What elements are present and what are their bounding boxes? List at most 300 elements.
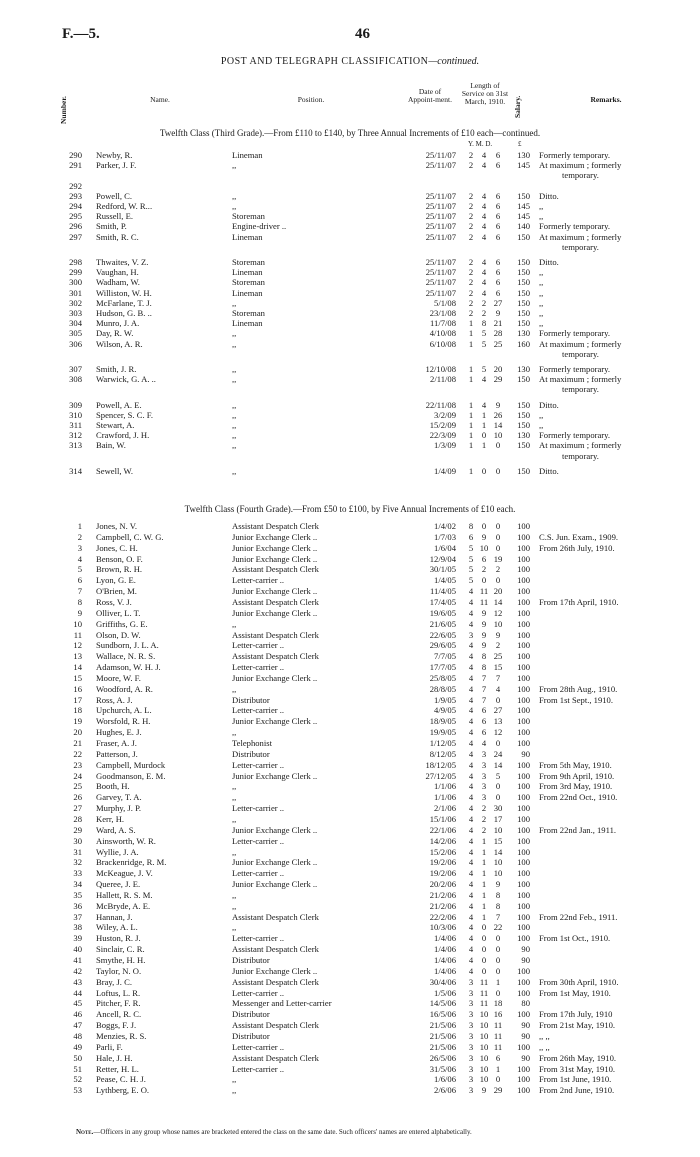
row-years: 2 [468,150,474,160]
row-date: 16/5/06 [429,1009,456,1020]
row-months: 2 [481,813,487,824]
row-days: 12 [493,727,503,738]
row-years: 1 [468,338,474,349]
row-date: 25/11/07 [425,287,456,298]
row-months: 10 [479,1030,489,1041]
row-number: 40 [73,944,82,955]
row-years: 1 [468,465,474,476]
table-row [0,440,700,450]
row-number: 26 [73,792,82,803]
table-row [0,298,700,308]
column-headers [0,82,700,124]
row-position: Lineman [232,150,263,160]
row-date: 25/11/07 [425,150,456,160]
row-name: Munro, J. A. [96,318,140,329]
row-name: Pitcher, F. R. [96,998,141,1009]
table-row [0,771,700,781]
row-remarks: From 17th July, 1910 [539,1009,613,1020]
row-years: 3 [468,998,474,1009]
row-days: 14 [493,759,503,770]
row-name: Ross, V. J. [96,596,132,607]
row-months: 6 [481,553,487,564]
table-row [0,727,700,737]
row-number: 9 [77,607,82,618]
row-position: Junior Exchange Clerk .. [232,879,318,890]
col-date: Date of Appoint-ment. [408,87,452,104]
row-number: 305 [69,328,82,339]
row-name: Benson, O. F. [96,553,143,564]
row-salary: 150 [517,308,530,318]
row-years: 4 [468,596,474,607]
row-date: 25/8/05 [429,672,456,683]
row-years: 2 [468,211,474,222]
row-remarks: From 2nd June, 1910. [539,1085,615,1096]
row-months: 1 [481,889,487,900]
row-years: 4 [468,911,474,922]
row-number: 28 [73,813,82,824]
row-salary: 100 [517,727,530,738]
row-number: 34 [73,879,82,890]
row-name: Queree, J. E. [96,879,141,890]
row-remarks-cont: temporary. [562,450,599,461]
row-days: 14 [493,420,503,430]
row-name: Ancell, R. C. [96,1009,142,1020]
row-date: 4/10/08 [429,328,456,339]
row-position: Junior Exchange Clerk .. [232,770,318,781]
row-date: 15/2/09 [429,420,456,430]
row-days: 9 [495,629,501,640]
row-months: 6 [481,727,487,738]
table-row [0,191,700,201]
table-row [0,933,700,943]
row-months: 2 [481,564,487,575]
row-years: 4 [468,955,474,965]
row-salary: 100 [517,640,530,651]
row-days: 28 [493,328,503,339]
row-months: 3 [481,759,487,770]
row-years: 4 [468,618,474,629]
row-years: 4 [468,933,474,944]
row-number: 50 [73,1052,82,1063]
row-position: Distributor [232,748,270,759]
row-position: Junior Exchange Clerk .. [232,672,318,683]
table-row [0,543,700,553]
footnote [76,1128,472,1136]
row-name: Bain, W. [96,440,126,451]
row-days: 0 [495,465,501,476]
row-days: 0 [495,781,501,792]
row-number: 45 [73,998,82,1009]
row-years: 4 [468,803,474,814]
table-row [0,564,700,574]
row-months: 9 [481,607,487,618]
row-remarks: At maximum ; formerly [539,231,622,242]
row-days: 11 [493,1030,503,1041]
row-remarks: ,, ,, [539,1041,550,1052]
row-date: 14/5/06 [429,998,456,1009]
row-name: Brown, R. H. [96,564,143,575]
row-days: 27 [493,705,503,716]
row-salary: 100 [517,889,530,900]
row-months: 3 [481,770,487,781]
row-position: Lineman [232,318,263,329]
row-position: ,, [232,683,237,694]
col-remarks: Remarks. [590,95,622,104]
row-name: Jones, C. H. [96,542,138,553]
table-row [0,575,700,585]
row-name: Jones, N. V. [96,521,137,531]
row-months: 1 [481,420,487,430]
row-years: 4 [468,922,474,933]
row-years: 4 [468,683,474,694]
row-salary: 100 [517,738,530,748]
row-months: 4 [481,221,487,232]
row-years: 1 [468,440,474,451]
row-date: 27/12/05 [425,770,456,781]
row-number: 5 [77,564,82,575]
row-number: 32 [73,857,82,868]
row-date: 19/9/05 [429,727,456,738]
row-remarks: ,, [539,201,544,211]
row-days: 12 [493,607,503,618]
row-months: 8 [481,651,487,662]
row-months: 9 [481,640,487,651]
row-years: 3 [468,1063,474,1074]
row-position: Storeman [232,277,265,288]
row-days: 0 [495,965,501,976]
table-row [0,232,700,242]
row-months: 0 [481,955,487,965]
row-number: 47 [73,1020,82,1031]
row-name: Olliver, L. T. [96,607,141,618]
row-years: 8 [468,521,474,531]
row-position: Telephonist [232,738,272,748]
row-months: 10 [479,1052,489,1063]
row-salary: 100 [517,531,530,542]
row-years: 1 [468,420,474,430]
row-salary: 130 [517,328,530,339]
row-salary: 145 [517,160,530,171]
row-position: ,, [232,328,237,339]
row-months: 10 [479,1009,489,1020]
table-row [0,521,700,531]
row-days: 0 [495,987,501,998]
row-salary: 100 [517,976,530,987]
row-date: 1/4/02 [434,521,456,531]
row-date: 21/5/06 [429,1020,456,1031]
row-salary: 100 [517,933,530,944]
row-position: Storeman [232,308,265,318]
row-position: Assistant Despatch Clerk [232,911,319,922]
row-date: 30/4/06 [429,976,456,987]
row-number: 39 [73,933,82,944]
row-date: 10/3/06 [429,922,456,933]
row-date: 1/1/06 [434,781,456,792]
row-remarks: ,, [539,287,544,298]
row-salary: 140 [517,221,530,232]
row-number: 15 [73,672,82,683]
row-number: 43 [73,976,82,987]
row-position: ,, [232,813,237,824]
table-row [0,532,700,542]
row-position: Junior Exchange Clerk .. [232,586,318,597]
col-name: Name. [150,95,170,104]
row-position: Assistant Despatch Clerk [232,564,319,575]
row-number: 48 [73,1030,82,1041]
row-salary: 100 [517,542,530,553]
table-row [0,705,700,715]
row-years: 4 [468,900,474,911]
row-date: 4/9/05 [434,705,456,716]
row-name: Taylor, N. O. [96,965,142,976]
table-row [0,890,700,900]
row-remarks: From 1st June, 1910. [539,1074,612,1085]
row-remarks: ,, [539,420,544,430]
row-years: 4 [468,672,474,683]
row-days: 0 [495,531,501,542]
row-salary: 90 [521,1030,530,1041]
row-date: 19/2/06 [429,868,456,879]
row-days: 16 [493,1009,503,1020]
table-row [0,857,700,867]
table-row [0,630,700,640]
row-position: Distributor [232,955,270,965]
row-days: 6 [495,277,501,288]
table-row [0,181,700,191]
row-name: Fraser, A. J. [96,738,137,748]
row-number: 42 [73,965,82,976]
row-days: 6 [495,287,501,298]
row-number: 41 [73,955,82,965]
row-date: 22/11/08 [425,399,456,410]
row-position: ,, [232,727,237,738]
row-days: 1 [495,976,501,987]
row-date: 18/9/05 [429,716,456,727]
row-number: 7 [77,586,82,597]
row-years: 2 [468,267,474,278]
row-number: 299 [69,267,82,278]
row-salary: 100 [517,835,530,846]
row-days: 27 [493,297,503,308]
col-salary: Salary. [513,95,522,118]
row-years: 1 [468,374,474,385]
row-remarks: ,, [539,297,544,308]
row-position: Letter-carrier .. [232,987,285,998]
row-years: 4 [468,813,474,824]
row-months: 11 [479,976,489,987]
row-position: ,, [232,889,237,900]
row-months: 4 [481,257,487,267]
row-date: 1/4/09 [434,465,456,476]
row-days: 29 [493,1085,503,1096]
row-date: 22/6/05 [429,629,456,640]
row-months: 4 [481,150,487,160]
row-number: 25 [73,781,82,792]
row-position: ,, [232,792,237,803]
row-position: Assistant Despatch Clerk [232,1052,319,1063]
row-number: 296 [69,221,82,232]
row-number: 49 [73,1041,82,1052]
row-date: 20/2/06 [429,879,456,890]
row-salary: 150 [517,190,530,201]
row-salary: 100 [517,965,530,976]
row-salary: 150 [517,399,530,410]
row-salary: 130 [517,430,530,441]
row-number: 308 [69,374,82,385]
row-name: Newby, R. [96,150,133,160]
row-name: Pease, C. H. J. [96,1074,146,1085]
table-row [0,318,700,328]
row-date: 21/6/05 [429,618,456,629]
row-years: 3 [468,976,474,987]
footnote-text: —Officers in any group whose names are bracketed entered the class on the same date. Such officers' names are entered alphabetically. [93,1128,472,1136]
row-days: 6 [495,231,501,242]
row-name: Kerr, H. [96,813,125,824]
row-years: 4 [468,748,474,759]
row-years: 3 [468,629,474,640]
row-date: 25/11/07 [425,257,456,267]
row-number: 292 [69,180,82,191]
table-row [0,374,700,384]
table-row [0,619,700,629]
row-position: Junior Exchange Clerk .. [232,531,318,542]
row-salary: 90 [521,1020,530,1031]
row-months: 1 [481,911,487,922]
row-name: Boggs, F. J. [96,1020,137,1031]
row-years: 4 [468,662,474,673]
row-remarks: ,, [539,277,544,288]
row-name: Powell, C. [96,190,133,201]
row-number: 20 [73,727,82,738]
row-months: 11 [479,998,489,1009]
row-date: 1/5/06 [434,987,456,998]
table-row [0,1009,700,1019]
row-remarks: At maximum ; formerly [539,160,622,171]
row-name: Warwick, G. A. .. [96,374,156,385]
row-days: 2 [495,640,501,651]
row-days: 1 [495,1063,501,1074]
table-row [0,836,700,846]
row-salary: 100 [517,521,530,531]
table-row [0,977,700,987]
row-remarks: Ditto. [539,465,559,476]
row-position: Distributor [232,1009,270,1020]
table-row [0,662,700,672]
row-days: 17 [493,813,503,824]
row-number: 3 [77,542,82,553]
row-number: 38 [73,922,82,933]
row-name: Huston, R. J. [96,933,141,944]
row-days: 2 [495,564,501,575]
row-months: 0 [481,521,487,531]
row-months: 1 [481,879,487,890]
row-salary: 100 [517,651,530,662]
row-date: 25/11/07 [425,267,456,278]
row-number: 46 [73,1009,82,1020]
row-years: 5 [468,575,474,586]
row-date: 25/11/07 [425,160,456,171]
table-row [0,267,700,277]
row-months: 11 [479,586,489,597]
row-position: ,, [232,374,237,385]
row-remarks: ,, [539,318,544,329]
row-number: 290 [69,150,82,160]
row-date: 28/8/05 [429,683,456,694]
row-years: 4 [468,792,474,803]
row-name: Adamson, W. H. J. [96,662,161,673]
row-name: Patterson, J. [96,748,138,759]
row-name: Smythe, H. H. [96,955,146,965]
row-salary: 100 [517,1041,530,1052]
row-months: 11 [479,987,489,998]
table-row [0,922,700,932]
row-salary: 145 [517,211,530,222]
row-name: Goodmanson, E. M. [96,770,166,781]
row-salary: 150 [517,409,530,420]
row-salary: 100 [517,1074,530,1085]
row-years: 2 [468,190,474,201]
row-number: 10 [73,618,82,629]
row-name: Thwaites, V. Z. [96,257,149,267]
row-position: Letter-carrier .. [232,640,285,651]
row-date: 19/6/05 [429,607,456,618]
row-number: 297 [69,231,82,242]
row-months: 9 [481,629,487,640]
row-salary: 100 [517,846,530,857]
row-date: 23/1/08 [429,308,456,318]
row-years: 1 [468,409,474,420]
table-row [0,451,700,461]
row-salary: 100 [517,596,530,607]
row-years: 6 [468,531,474,542]
row-months: 0 [481,933,487,944]
table-row [0,150,700,160]
row-position: ,, [232,338,237,349]
row-position: Letter-carrier .. [232,575,285,586]
row-remarks: From 22nd Feb., 1911. [539,911,618,922]
row-years: 2 [468,231,474,242]
row-months: 4 [481,267,487,278]
row-months: 0 [481,944,487,955]
row-name: Griffiths, G. E. [96,618,148,629]
row-date: 14/2/06 [429,835,456,846]
row-salary: 100 [517,618,530,629]
row-date: 17/7/05 [429,662,456,673]
row-position: Storeman [232,211,265,222]
row-salary: 150 [517,318,530,329]
table-row [0,384,700,394]
row-date: 21/5/06 [429,1030,456,1041]
table-row [0,420,700,430]
row-position: Letter-carrier .. [232,1041,285,1052]
row-position: Assistant Despatch Clerk [232,976,319,987]
row-days: 8 [495,889,501,900]
row-position: ,, [232,900,237,911]
row-date: 15/1/06 [429,813,456,824]
row-position: ,, [232,297,237,308]
row-remarks: From 26th May, 1910. [539,1052,617,1063]
row-remarks: C.S. Jun. Exam., 1909. [539,531,619,542]
row-name: Hannan, J. [96,911,133,922]
row-remarks-cont: temporary. [562,241,599,252]
row-date: 1/12/05 [429,738,456,748]
table-row [0,695,700,705]
row-years: 4 [468,727,474,738]
row-name: Wadham, W. [96,277,140,288]
row-remarks: At maximum ; formerly [539,440,622,451]
page-title-suffix: —continued. [428,56,480,67]
row-months: 0 [481,965,487,976]
